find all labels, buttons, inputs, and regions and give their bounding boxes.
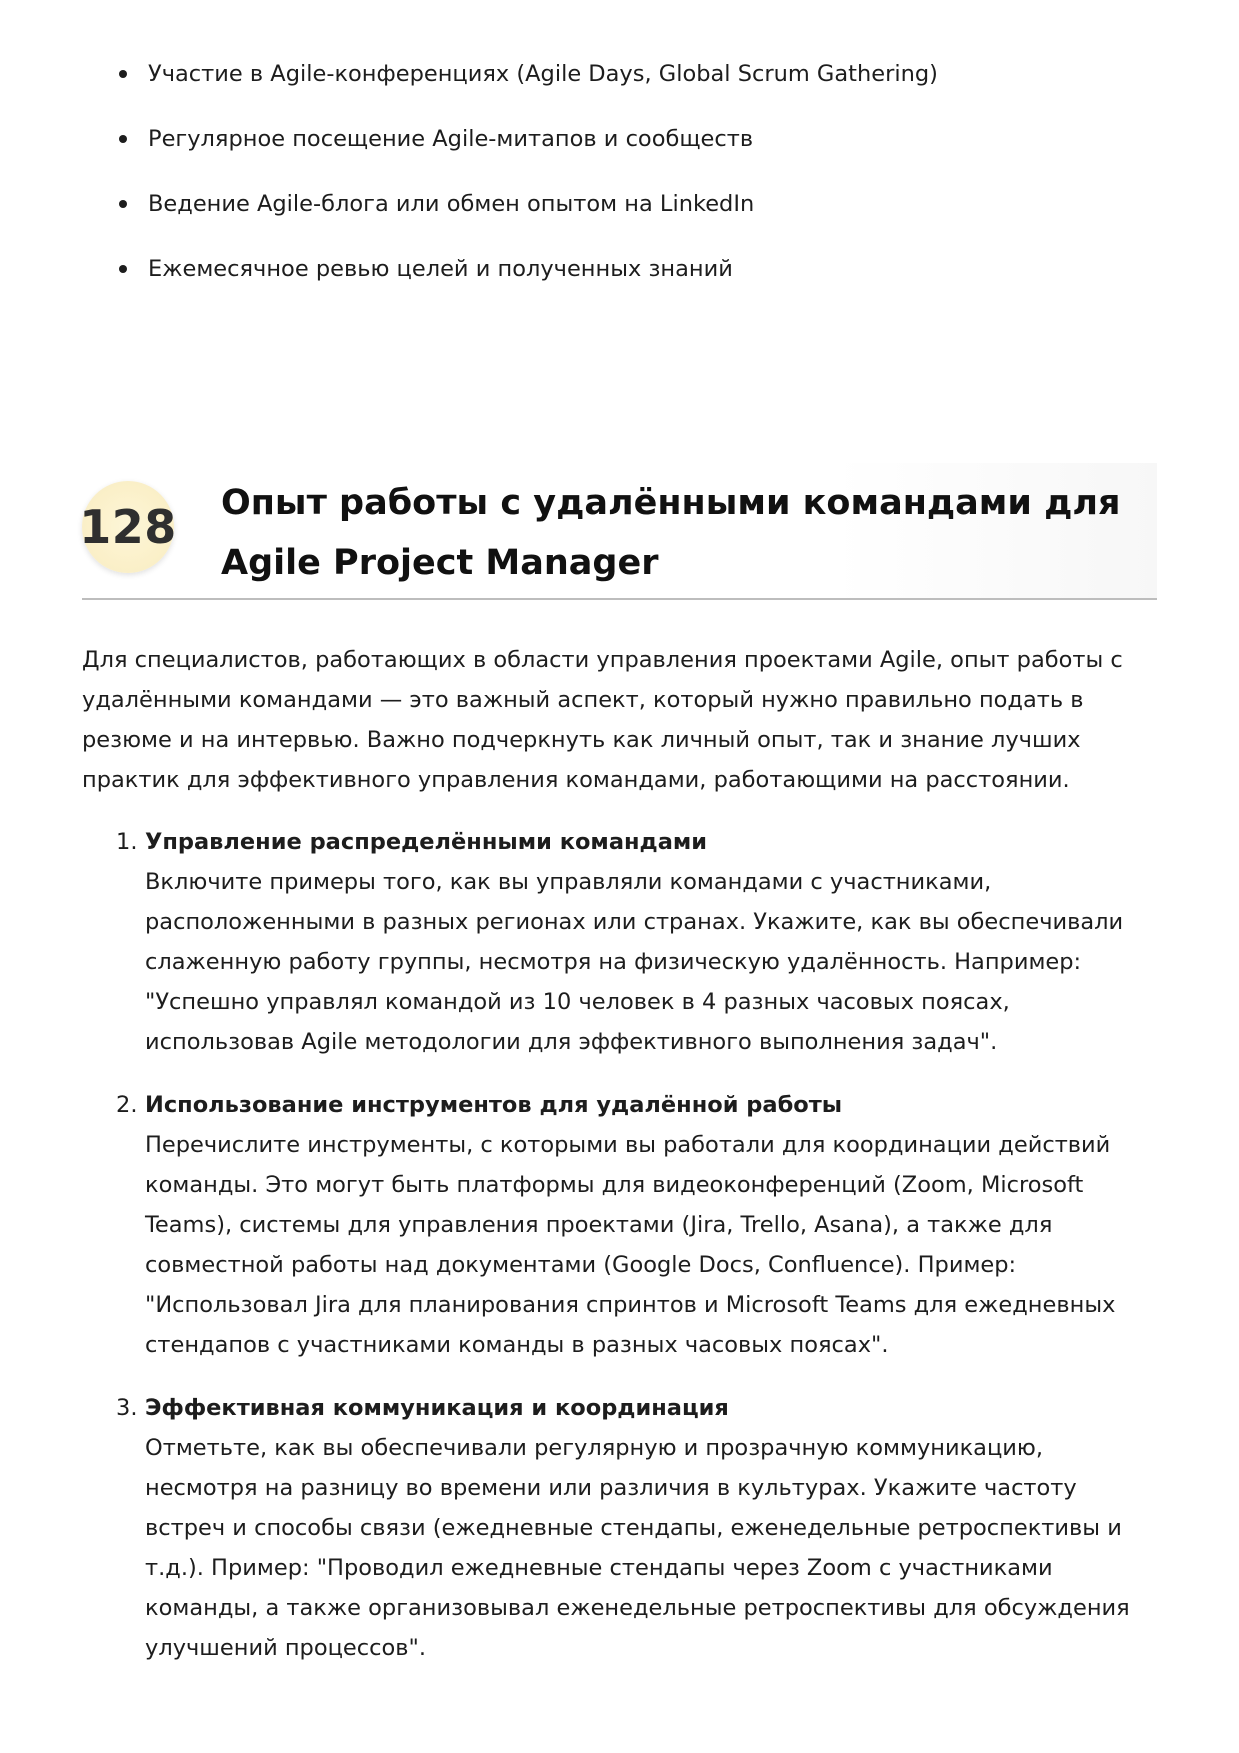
bullet-item <box>117 188 1157 220</box>
intro-paragraph: Для специалистов, работающих в области управления проектами Agile, опыт работы с удалёнными командами — это важный аспект, который нужно правильно подать в резюме и на интервью. Важно подчеркнуть как личный опыт, так и знание лучших практик для эффективного управления командами, работающими на расстоянии. <box>82 647 1123 793</box>
section-number-badge <box>79 481 177 573</box>
bullet-text: Ведение Agile-блога или обмен опытом на LinkedIn <box>148 191 755 217</box>
bullet-dot-icon <box>119 200 127 208</box>
bullet-item <box>117 253 1157 285</box>
numbered-list-item-3 <box>82 1388 1157 1668</box>
section-header <box>79 463 1157 600</box>
numbered-list-item-2 <box>82 1085 1157 1365</box>
bullet-item <box>117 58 1157 90</box>
numbered-list-item-1 <box>82 822 1157 1062</box>
bullet-dot-icon <box>119 135 127 143</box>
item-number: 3. <box>116 1395 138 1421</box>
item-number: 2. <box>116 1092 138 1118</box>
bullet-item <box>117 123 1157 155</box>
item-body: Отметьте, как вы обеспечивали регулярную и прозрачную коммуникацию, несмотря на разницу во времени или различия в культурах. Укажите частоту встреч и способы связи (ежедневные стендапы, еженедельные ретроспективы и т.д.). Пример: "Проводил ежедневные стендапы через Zoom с участниками команды, а также организовывал еженедельные ретроспективы для обсуждения улучшений процессов". <box>145 1435 1130 1661</box>
bullet-dot-icon <box>119 70 127 78</box>
item-number: 1. <box>116 829 138 855</box>
bullet-text: Регулярное посещение Agile-митапов и сообществ <box>148 126 754 152</box>
bullet-text: Участие в Agile-конференциях (Agile Days, Global Scrum Gathering) <box>148 61 938 87</box>
list-item <box>82 1388 1157 1668</box>
goals-bullet-list <box>117 58 1157 318</box>
section-number: 128 <box>79 500 177 554</box>
item-title: Использование инструментов для удалённой работы <box>145 1092 843 1118</box>
bullet-dot-icon <box>119 265 127 273</box>
list-item <box>82 822 1157 1062</box>
item-body: Перечислите инструменты, с которыми вы работали для координации действий команды. Это могут быть платформы для видеоконференций (Zoom, Microsoft Teams), системы для управления проектами (Jira, Trello, Asana), а также для совместной работы над документами (Google Docs, Confluence). Пример: "Использовал Jira для планирования спринтов и Microsoft Teams для ежедневных стендапов с участниками команды в разных часовых поясах". <box>145 1132 1116 1358</box>
bullet-text: Ежемесячное ревью целей и полученных знаний <box>148 256 733 282</box>
item-title: Эффективная коммуникация и координация <box>145 1395 729 1421</box>
section-title: Опыт работы с удалёнными командами для Agile Project Manager <box>221 483 1121 583</box>
item-body: Включите примеры того, как вы управляли командами с участниками, расположенными в разных регионах или странах. Укажите, как вы обеспечивали слаженную работу группы, несмотря на физическую удалённость. Например: "Успешно управлял командой из 10 человек в 4 разных часовых поясах, использовав Agile методологии для эффективного выполнения задач". <box>145 869 1124 1055</box>
list-item <box>82 1085 1157 1365</box>
item-title: Управление распределёнными командами <box>145 829 708 855</box>
